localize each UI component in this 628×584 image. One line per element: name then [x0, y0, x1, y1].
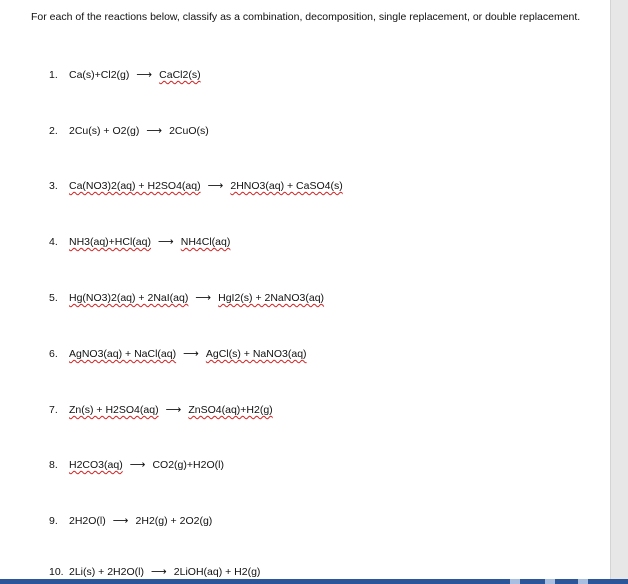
- reaction-arrow: ⟶: [183, 348, 199, 360]
- reaction-2: [49, 124, 209, 138]
- reactants: Ca(NO3)2(aq) + H2SO4(aq): [69, 180, 201, 192]
- reactants: Ca(s)+Cl2(g): [69, 69, 130, 81]
- reaction-arrow: ⟶: [112, 515, 129, 527]
- reactants: Hg(NO3)2(aq) + 2NaI(aq): [69, 292, 189, 304]
- status-bar-marker: [510, 579, 520, 584]
- reaction-number: 5.: [49, 292, 58, 304]
- reaction-number: 9.: [49, 515, 58, 527]
- reaction-4: [49, 235, 230, 249]
- reaction-arrow: ⟶: [129, 459, 146, 471]
- reaction-number: 2.: [49, 125, 58, 137]
- reaction-9: [49, 514, 212, 528]
- reaction-3: [49, 179, 343, 193]
- reaction-arrow: ⟶: [146, 125, 163, 137]
- reaction-number: 10.: [49, 566, 64, 578]
- reactants: H2CO3(aq): [69, 459, 123, 471]
- reactants: 2Li(s) + 2H2O(l): [69, 566, 144, 578]
- reactants: AgNO3(aq) + NaCl(aq): [69, 348, 177, 360]
- reaction-number: 1.: [49, 69, 58, 81]
- reactants: 2Cu(s) + O2(g): [69, 125, 140, 137]
- products: NH4Cl(aq): [180, 236, 231, 248]
- reaction-arrow: ⟶: [195, 292, 212, 304]
- instructions-text: For each of the reactions below, classify as a combination, decomposition, single replacement, or double replacement.: [31, 11, 581, 23]
- products: ZnSO4(aq)+H2(g): [188, 404, 273, 416]
- reaction-10: [49, 565, 260, 579]
- products: HgI2(s) + 2NaNO3(aq): [218, 292, 325, 304]
- reaction-number: 4.: [49, 236, 58, 248]
- reaction-arrow: ⟶: [157, 236, 174, 248]
- reaction-arrow: ⟶: [150, 566, 167, 578]
- products: 2LiOH(aq) + H2(g): [173, 566, 261, 578]
- reaction-number: 3.: [49, 180, 58, 192]
- reactants: 2H2O(l): [69, 515, 106, 527]
- status-bar: [0, 579, 628, 584]
- reaction-number: 7.: [49, 404, 58, 416]
- reaction-arrow: ⟶: [207, 180, 224, 192]
- reactants: NH3(aq)+HCl(aq): [69, 236, 151, 248]
- products: AgCl(s) + NaNO3(aq): [205, 348, 307, 360]
- reaction-5: [49, 291, 324, 305]
- products: 2H2(g) + 2O2(g): [135, 515, 213, 527]
- reaction-number: 6.: [49, 348, 58, 360]
- products: CaCl2(s): [159, 69, 201, 81]
- products: CO2(g)+H2O(l): [152, 459, 224, 471]
- reactants: Zn(s) + H2SO4(aq): [69, 404, 159, 416]
- reaction-arrow: ⟶: [165, 404, 182, 416]
- reaction-arrow: ⟶: [136, 69, 153, 81]
- status-bar-marker: [578, 579, 588, 584]
- reaction-8: [49, 458, 224, 472]
- reaction-1: [49, 68, 201, 82]
- reaction-number: 8.: [49, 459, 58, 471]
- reaction-7: [49, 403, 273, 417]
- reaction-6: [49, 347, 307, 361]
- products: 2HNO3(aq) + CaSO4(s): [230, 180, 343, 192]
- status-bar-marker: [545, 579, 555, 584]
- products: 2CuO(s): [169, 125, 209, 137]
